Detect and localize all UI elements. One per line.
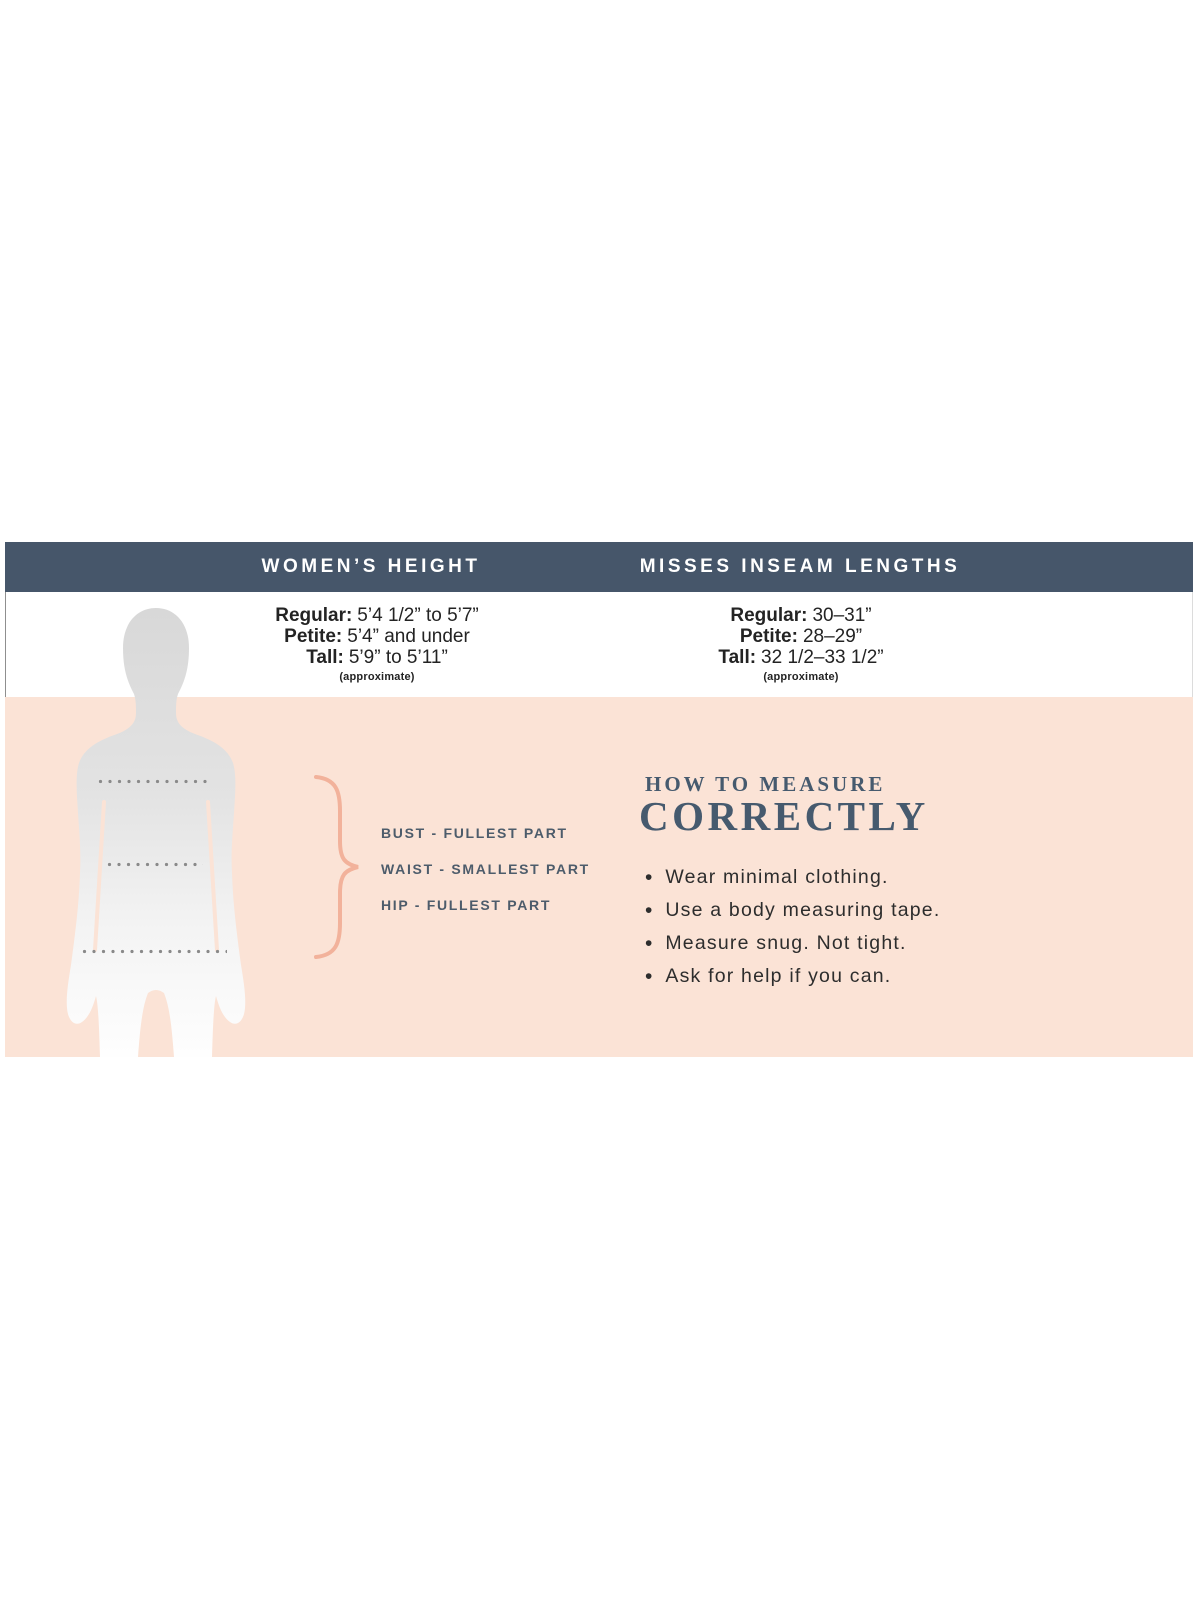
inseam-regular-line [718, 605, 883, 626]
tip-text: Use a body measuring tape. [665, 899, 941, 921]
height-petite-value: 5’4” and under [347, 626, 470, 647]
waist-dotted-line [107, 862, 203, 867]
brace-icon [308, 772, 366, 962]
tip-text: Measure snug. Not tight. [665, 932, 907, 954]
inseam-regular-value: 30–31” [812, 605, 872, 626]
height-regular-label: Regular: [275, 605, 353, 626]
inseam-petite-value: 28–29” [802, 626, 863, 647]
womens-height-specs [275, 605, 479, 683]
inseam-tall-label: Tall: [718, 647, 757, 668]
bullet-icon: • [645, 899, 653, 922]
bust-label: BUST - FULLEST PART [381, 825, 568, 841]
inseam-regular-label: Regular: [730, 605, 808, 626]
height-tall-line [275, 647, 479, 668]
inseam-tall-value: 32 1/2–33 1/2” [761, 647, 884, 668]
height-regular-line [275, 605, 479, 626]
height-approximate-note: (approximate) [339, 671, 415, 683]
howto-tips-list [645, 861, 940, 993]
tip-item [645, 861, 940, 894]
tip-text: Ask for help if you can. [665, 965, 892, 987]
height-tall-label: Tall: [306, 647, 344, 668]
tip-item [645, 960, 940, 993]
inseam-specs [718, 605, 883, 683]
inseam-tall-line [718, 647, 883, 668]
bust-dotted-line [98, 779, 212, 784]
inseam-approximate-note: (approximate) [763, 671, 839, 683]
howto-title-line1: HOW TO MEASURE [645, 772, 886, 796]
howto-title-line2: CORRECTLY [639, 793, 929, 839]
inseam-petite-label: Petite: [739, 626, 798, 647]
header-womens-height: WOMEN’S HEIGHT [261, 556, 481, 577]
header-bar [5, 542, 1193, 592]
height-petite-label: Petite: [284, 626, 343, 647]
hip-label: HIP - FULLEST PART [381, 897, 552, 913]
bullet-icon: • [645, 965, 653, 988]
bullet-icon: • [645, 866, 653, 889]
height-petite-line [275, 626, 479, 647]
tip-item [645, 927, 940, 960]
hip-dotted-line [82, 949, 227, 954]
bullet-icon: • [645, 932, 653, 955]
tip-item [645, 894, 940, 927]
tip-text: Wear minimal clothing. [665, 866, 889, 888]
header-misses-inseam-lengths: MISSES INSEAM LENGTHS [639, 556, 961, 577]
inseam-petite-line [718, 626, 883, 647]
height-regular-value: 5’4 1/2” to 5’7” [357, 605, 479, 626]
waist-label: WAIST - SMALLEST PART [381, 861, 590, 877]
female-silhouette [44, 602, 268, 1057]
height-tall-value: 5’9” to 5’11” [348, 647, 448, 668]
